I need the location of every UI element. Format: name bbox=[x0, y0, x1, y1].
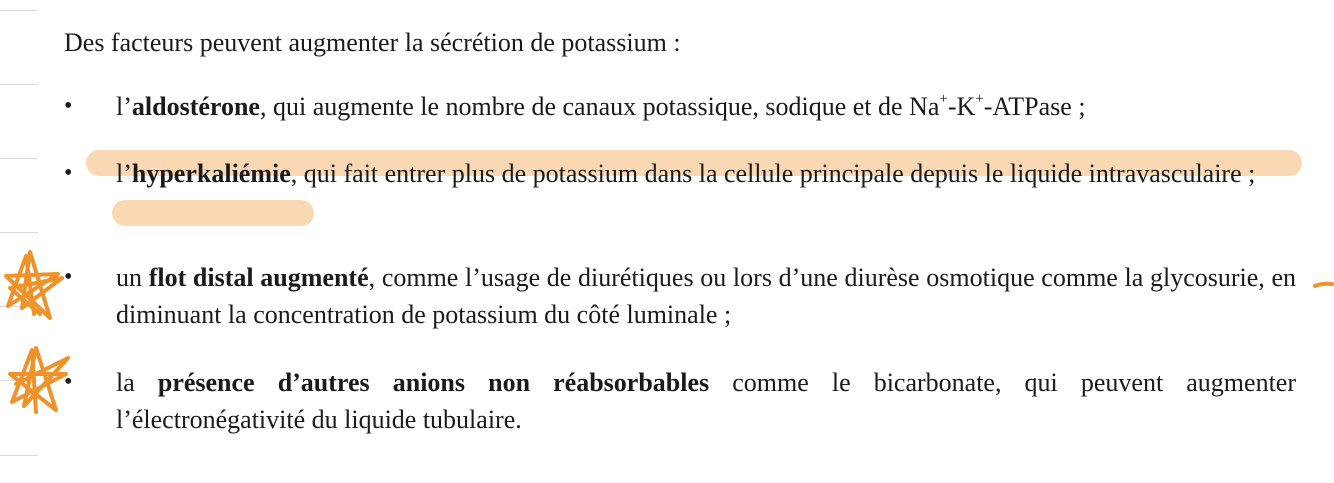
item-lead: un bbox=[116, 263, 149, 292]
list-item-flot-distal bbox=[116, 259, 1296, 333]
margin-line bbox=[0, 158, 38, 159]
list-item-hyperkaliemie bbox=[116, 155, 1296, 192]
bullet-marker: • bbox=[64, 160, 73, 186]
superscript: + bbox=[975, 91, 984, 108]
item-term: hyperkaliémie bbox=[131, 159, 291, 188]
bullet-marker: • bbox=[64, 264, 73, 290]
item-term: présence d’autres anions non réabsorbables bbox=[157, 368, 710, 397]
item-term: aldostérone bbox=[131, 92, 260, 121]
item-text: comme le bicarbonate, qui peuvent augmenter l’électronégativité du liquide tubulaire. bbox=[116, 368, 1296, 434]
margin-line bbox=[0, 10, 38, 11]
bullet-marker: • bbox=[64, 93, 73, 119]
margin-line bbox=[0, 455, 38, 456]
item-lead: l’ bbox=[116, 92, 132, 121]
list-item-aldosterone bbox=[116, 88, 1296, 125]
item-lead: l’ bbox=[116, 159, 132, 188]
item-text: -ATPase ; bbox=[983, 92, 1086, 121]
bullet-marker: • bbox=[64, 369, 73, 395]
list-item-anions bbox=[116, 364, 1296, 438]
highlighter-stroke bbox=[112, 200, 314, 226]
margin-line bbox=[0, 232, 38, 233]
pen-mark bbox=[1312, 276, 1334, 292]
intro-paragraph: Des facteurs peuvent augmenter la sécrétion de potassium : bbox=[64, 28, 681, 57]
item-lead: la bbox=[116, 368, 158, 397]
item-text: , comme l’usage de diurétiques ou lors d’une diurèse osmotique comme la glycosurie, en diminuant la concentration de potassium du côté luminale ; bbox=[116, 263, 1297, 329]
item-term: flot distal augmenté bbox=[148, 263, 369, 292]
item-text: , qui augmente le nombre de canaux potassique, sodique et de Na bbox=[259, 92, 940, 121]
item-text: -K bbox=[947, 92, 976, 121]
star-annotation-icon bbox=[0, 248, 73, 326]
margin-line bbox=[0, 84, 38, 85]
item-text: , qui fait entrer plus de potassium dans la cellule principale depuis le liquide intravasculaire ; bbox=[290, 159, 1256, 188]
superscript: + bbox=[939, 91, 948, 108]
star-annotation-icon bbox=[2, 340, 74, 420]
